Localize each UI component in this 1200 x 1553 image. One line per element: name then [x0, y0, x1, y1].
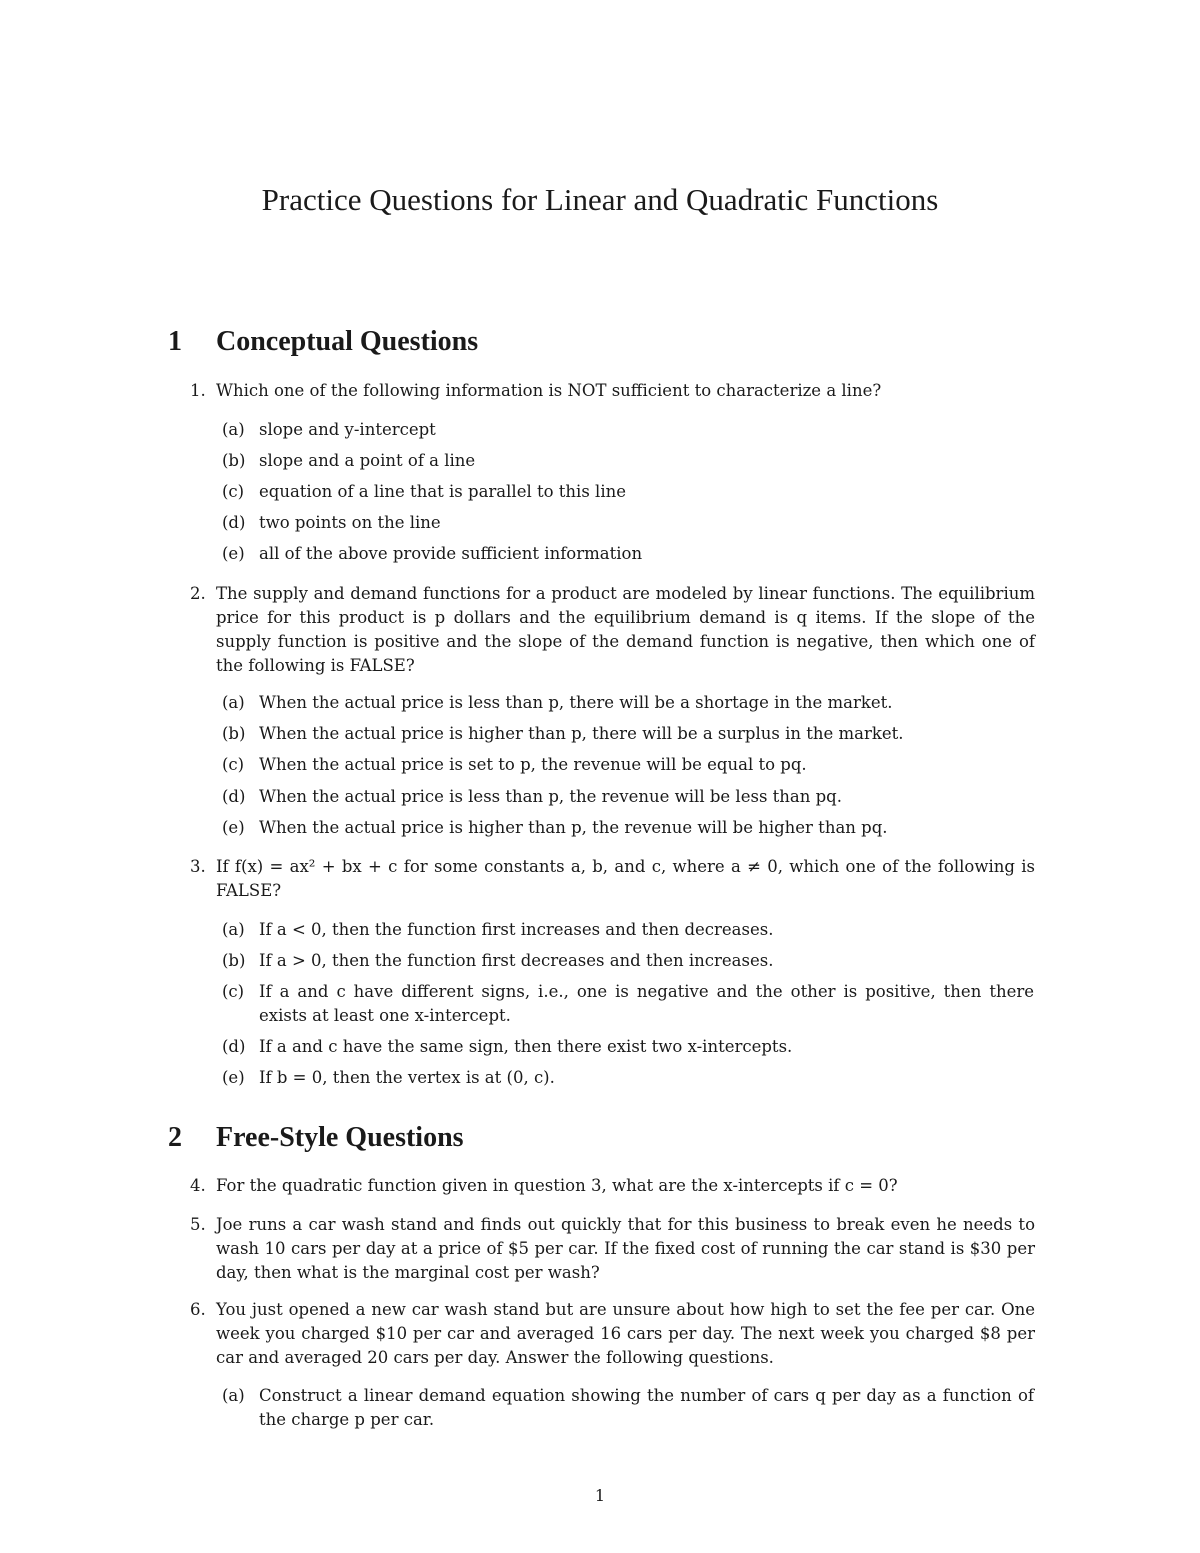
option-text: If a and c have different signs, i.e., one is negative and the other is positive, then there exists at least one x-intercept. [259, 982, 1034, 1025]
question-text: Which one of the following information is NOT sufficient to characterize a line? [216, 381, 882, 400]
option-label: (c) [222, 755, 245, 774]
question-text: If f(x) = ax² + bx + c for some constants a, b, and c, where a ≠ 0, which one of the following is FALSE? [216, 857, 1035, 900]
question-3-option-a [222, 918, 1034, 942]
option-text: If b = 0, then the vertex is at (0, c). [259, 1068, 555, 1087]
question-6-option-a [222, 1384, 1034, 1432]
option-label: (c) [222, 482, 245, 501]
question-number: 3. [190, 857, 206, 876]
question-2-option-a [222, 691, 1034, 715]
page-title: Practice Questions for Linear and Quadratic Functions [261, 182, 939, 217]
option-text: If a and c have the same sign, then there exist two x-intercepts. [259, 1037, 793, 1056]
question-3-option-b [222, 949, 1034, 973]
section-number: 1 [168, 326, 182, 357]
section-heading-free-style [168, 1122, 464, 1154]
option-text: two points on the line [259, 513, 441, 532]
section-number: 2 [168, 1122, 182, 1153]
question-1-option-e [222, 542, 1034, 566]
option-label: (e) [222, 1068, 245, 1087]
page-number: 1 [594, 1486, 606, 1505]
option-text: When the actual price is higher than p, there will be a surplus in the market. [259, 724, 904, 743]
option-text: slope and y-intercept [259, 420, 436, 439]
option-label: (b) [222, 724, 246, 743]
question-number: 5. [190, 1215, 206, 1234]
question-number: 1. [190, 381, 206, 400]
question-2-option-b [222, 722, 1034, 746]
option-text: equation of a line that is parallel to this line [259, 482, 626, 501]
question-3-option-d [222, 1035, 1034, 1059]
question-1-option-d [222, 511, 1034, 535]
option-label: (e) [222, 544, 245, 563]
option-label: (a) [222, 1386, 245, 1405]
question-text: For the quadratic function given in question 3, what are the x-intercepts if c = 0? [216, 1176, 898, 1195]
question-2-option-c [222, 753, 1034, 777]
option-label: (d) [222, 787, 246, 806]
question-number: 2. [190, 584, 206, 603]
section-title: Conceptual Questions [216, 326, 479, 357]
option-label: (c) [222, 982, 245, 1001]
option-label: (e) [222, 818, 245, 837]
option-label: (a) [222, 693, 245, 712]
question-text: Joe runs a car wash stand and finds out quickly that for this business to break even he needs to wash 10 cars per day at a price of $5 per car. If the fixed cost of running the car stand is $30 per day, then what is the marginal cost per wash? [216, 1215, 1035, 1282]
option-text: When the actual price is higher than p, the revenue will be higher than pq. [259, 818, 888, 837]
question-6 [190, 1298, 1035, 1370]
question-2-option-d [222, 785, 1034, 809]
option-text: If a > 0, then the function first decreases and then increases. [259, 951, 774, 970]
option-text: slope and a point of a line [259, 451, 476, 470]
question-1 [190, 379, 1035, 403]
option-label: (a) [222, 420, 245, 439]
option-text: When the actual price is less than p, there will be a shortage in the market. [259, 693, 893, 712]
question-3 [190, 855, 1035, 903]
section-heading-conceptual [168, 326, 478, 358]
question-5 [190, 1213, 1035, 1285]
option-label: (d) [222, 1037, 246, 1056]
option-label: (b) [222, 951, 246, 970]
question-number: 4. [190, 1176, 206, 1195]
option-label: (a) [222, 920, 245, 939]
question-text: The supply and demand functions for a product are modeled by linear functions. The equilibrium price for this product is p dollars and the equilibrium demand is q items. If the slope of the supply function is positive and the slope of the demand function is negative, then which one of the following is FALSE? [216, 584, 1035, 675]
option-text: When the actual price is set to p, the revenue will be equal to pq. [259, 755, 807, 774]
question-2-option-e [222, 816, 1034, 840]
question-3-option-c [222, 980, 1034, 1028]
option-text: Construct a linear demand equation showing the number of cars q per day as a function of the charge p per car. [259, 1386, 1034, 1429]
question-1-option-c [222, 480, 1034, 504]
option-label: (d) [222, 513, 246, 532]
question-text: You just opened a new car wash stand but are unsure about how high to set the fee per car. One week you charged $10 per car and averaged 16 cars per day. The next week you charged $8 per car and averaged 20 cars per day. Answer the following questions. [216, 1300, 1035, 1367]
question-2 [190, 582, 1035, 678]
section-title: Free-Style Questions [216, 1122, 464, 1153]
option-text: When the actual price is less than p, the revenue will be less than pq. [259, 787, 842, 806]
option-label: (b) [222, 451, 246, 470]
question-1-option-b [222, 449, 1034, 473]
option-text: all of the above provide sufficient information [259, 544, 643, 563]
question-number: 6. [190, 1300, 206, 1319]
question-4 [190, 1174, 1035, 1198]
question-1-option-a [222, 418, 1034, 442]
option-text: If a < 0, then the function first increases and then decreases. [259, 920, 774, 939]
question-3-option-e [222, 1066, 1034, 1090]
